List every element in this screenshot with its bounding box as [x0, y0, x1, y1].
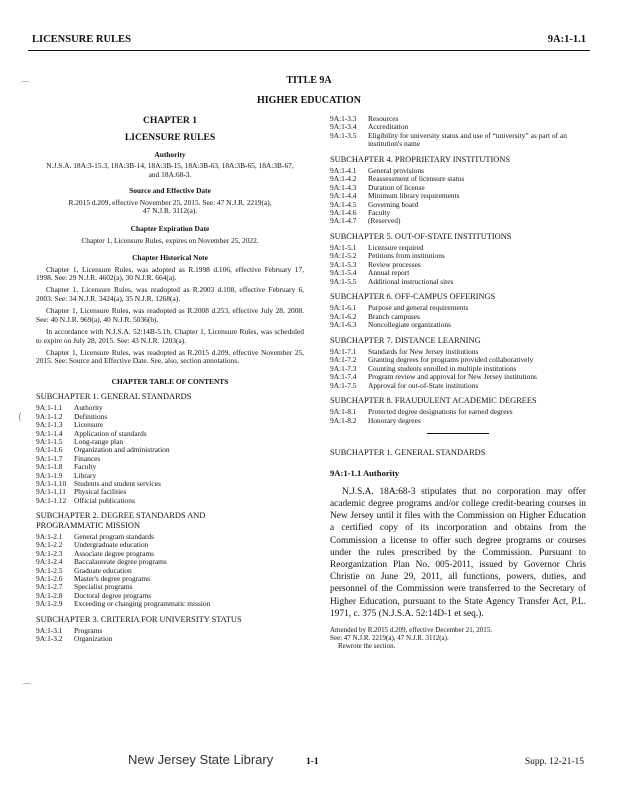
section-number: 9A:1-5.5	[330, 276, 357, 286]
body-subchapter-heading: SUBCHAPTER 1. GENERAL STANDARDS	[330, 448, 486, 458]
section-title: Licensure required	[368, 243, 424, 253]
section-number: 9A:1-5.3	[330, 259, 357, 269]
expiration-text: Chapter 1, Licensure Rules, expires on November 25, 2022.	[81, 235, 259, 245]
section-title: Graduate education	[74, 565, 132, 575]
section-body-text: N.J.S.A. 18A:68-3 stipulates that no corporation may offer academic degree programs and/or college credit-bearing courses in New Jersey until it files with the Commission on Higher Education a certified copy of its incorporation and obtains from the Commission a license to offer such degree programs or courses under the rules prescribed by the Commission. Pursuant to Reorganization Plan No. 005-2011, issued by Governor Chris Christie on June 29, 2011, all functions, powers, duties, and personnel of the Commission were transferred to the Secretary of Higher Education, pursuant to the State Agency Transfer Act, P.L. 1971, c. 375 (N.J.S.A. 52:14D-1 et seq.).	[330, 486, 586, 619]
subchapter-title: SUBCHAPTER 8. FRAUDULENT ACADEMIC DEGREES	[330, 395, 537, 405]
section-number: 9A:1-7.3	[330, 363, 357, 373]
section-title: Protected degree designations for earned degrees	[368, 407, 513, 417]
toc-entry[interactable]	[330, 321, 586, 329]
section-number: 9A:1-1.5	[36, 437, 63, 447]
section-number: 9A:1-7.2	[330, 355, 357, 365]
section-number: 9A:1-2.9	[36, 599, 63, 609]
section-title: Noncollegiate organizations	[368, 320, 451, 330]
section-number: 9A:1-8.1	[330, 407, 357, 417]
section-title: Granting degrees for programs provided collaboratively	[368, 355, 534, 365]
toc-entry[interactable]	[36, 497, 304, 505]
section-number: 9A:1-4.4	[330, 191, 357, 201]
section-title: General provisions	[368, 165, 425, 175]
section-number: 9A:1-3.1	[36, 625, 63, 635]
toc-entry[interactable]	[36, 635, 304, 643]
authority-text: N.J.S.A. 18A:3-15.3, 18A:3B-14, 18A:3B-15, 18A:3B-63, 18A:3B-65, 18A:3B-67, and 18A:68-3.	[46, 161, 294, 179]
running-header	[28, 34, 590, 51]
section-title: Long-range plan	[74, 437, 124, 447]
history-paragraph: Chapter 1, Licensure Rules, was readopted as R.2003 d.108, effective February 6, 2003. See: 34 N.J.R. 3424(a), 35 N.J.R. 1268(a).	[36, 285, 304, 303]
section-number: 9A:1-4.2	[330, 174, 357, 184]
section-title: Minimum library requirements	[368, 191, 460, 201]
section-title: Physical facilities	[74, 487, 127, 497]
section-number: 9A:1-5.1	[330, 243, 357, 253]
subchapter-title: SUBCHAPTER 6. OFF-CAMPUS OFFERINGS	[330, 292, 496, 302]
section-title: Program review and approval for New Jersey institutions	[368, 372, 537, 382]
section-number: 9A:1-2.5	[36, 565, 63, 575]
chapter-title: LICENSURE RULES	[124, 132, 216, 143]
section-title: Reassessment of licensure status	[368, 174, 465, 184]
section-title: Branch campuses	[368, 311, 420, 321]
section-title: Standards for New Jersey institutions	[368, 346, 479, 356]
toc-entry[interactable]	[330, 217, 586, 225]
section-title: Review processes	[368, 259, 421, 269]
margin-mark: ⌒	[20, 82, 30, 93]
section-title: Faculty	[74, 462, 97, 472]
title-subject: HIGHER EDUCATION	[257, 95, 361, 106]
supplement-date: Supp. 12-21-15	[524, 757, 584, 767]
section-title: Finances	[74, 453, 101, 463]
section-title: Programs	[74, 625, 103, 635]
margin-mark: ⌒	[22, 684, 32, 695]
chapter-number: CHAPTER 1	[142, 115, 198, 126]
left-column	[36, 115, 304, 644]
section-title: Definitions	[74, 411, 108, 421]
section-title: Accreditation	[368, 122, 409, 132]
section-number: 9A:1-6.1	[330, 303, 357, 313]
section-number: 9A:1-6.3	[330, 320, 357, 330]
section-number: 9A:1-3.2	[36, 634, 63, 644]
section-number: 9A:1-4.6	[330, 207, 357, 217]
section-title: Governing board	[368, 199, 419, 209]
subchapter-title: SUBCHAPTER 2. DEGREE STANDARDS AND PROGRAMMATIC MISSION	[36, 511, 206, 530]
toc-heading: CHAPTER TABLE OF CONTENTS	[111, 376, 229, 386]
section-title: Additional instructional sites	[368, 276, 454, 286]
history-paragraph: Chapter 1, Licensure Rules, was readopted as R.2015 d.209, effective November 25, 2015. See: Source and Effective Date. See, also, section annotations.	[36, 347, 304, 366]
expiration-heading: Chapter Expiration Date	[130, 224, 210, 234]
section-number: 9A:1-4.7	[330, 216, 357, 226]
section-number: 9A:1-1.12	[36, 495, 67, 505]
section-title: Resources	[368, 114, 399, 123]
section-number: 9A:1-3.3	[330, 114, 357, 123]
section-title: Specialist programs	[74, 582, 133, 592]
section-title: Duration of license	[368, 182, 425, 192]
section-number: 9A:1-2.6	[36, 573, 63, 583]
section-number: 9A:1-7.5	[330, 380, 357, 390]
section-heading: 9A:1-1.1 Authority	[330, 468, 400, 479]
section-title: Official publications	[74, 495, 135, 505]
section-number: 9A:1-1.10	[36, 479, 67, 489]
library-stamp: New Jersey State Library	[128, 752, 274, 767]
right-column	[330, 115, 586, 650]
toc-entry[interactable]	[36, 600, 304, 608]
section-title: Petitions from institutions	[368, 251, 445, 261]
subchapter-title: SUBCHAPTER 4. PROPRIETARY INSTITUTIONS	[330, 154, 511, 164]
header-left: LICENSURE RULES	[32, 34, 131, 45]
section-title: Honorary degrees	[368, 415, 421, 425]
section-title: Undergraduate education	[74, 540, 149, 550]
section-number: 9A:1-2.1	[36, 531, 63, 541]
section-number: 9A:1-1.1	[36, 403, 63, 413]
section-number: 9A:1-7.1	[330, 346, 357, 356]
section-number: 9A:1-1.6	[36, 445, 63, 455]
section-number: 9A:1-1.9	[36, 470, 63, 480]
section-number: 9A:1-3.5	[330, 130, 357, 140]
title-line: TITLE 9A	[286, 75, 332, 86]
section-number: 9A:1-5.2	[330, 251, 357, 261]
section-title: Exceeding or changing programmatic mission	[74, 599, 211, 609]
section-title: Counting students enrolled in multiple institutions	[368, 363, 517, 373]
section-number: 9A:1-1.2	[36, 411, 63, 421]
section-title: General program standards	[74, 531, 155, 541]
section-title: Library	[74, 470, 97, 480]
section-title: Approval for out-of-State institutions	[368, 380, 479, 390]
section-title: Annual report	[368, 268, 410, 278]
section-title: Baccalaureate degree programs	[74, 557, 167, 567]
margin-mark: (	[18, 412, 22, 423]
section-title: Students and student services	[74, 479, 161, 489]
section-title: Organization and administration	[74, 445, 170, 455]
section-number: 9A:1-1.11	[36, 487, 66, 497]
section-title: Organization	[74, 634, 113, 644]
section-number: 9A:1-2.3	[36, 548, 63, 558]
subchapter-title: SUBCHAPTER 1. GENERAL STANDARDS	[36, 392, 192, 402]
section-number: 9A:1-4.3	[330, 182, 357, 192]
subchapter-title: SUBCHAPTER 3. CRITERIA FOR UNIVERSITY STATUS	[36, 614, 242, 624]
history-paragraph: Chapter 1, Licensure Rules, was adopted as R.1998 d.106, effective February 17, 1998. See: 29 N.J.R. 4602(a), 30 N.J.R. 664(a).	[36, 264, 304, 283]
history-heading: Chapter Historical Note	[132, 253, 208, 263]
section-number: 9A:1-5.4	[330, 268, 357, 278]
section-number: 9A:1-1.7	[36, 453, 63, 463]
toc-entry[interactable]	[330, 278, 586, 286]
toc-entry[interactable]	[330, 417, 586, 425]
section-title: Application of standards	[74, 428, 147, 438]
section-number: 9A:1-1.3	[36, 420, 63, 430]
toc-entry[interactable]	[330, 132, 586, 149]
section-number: 9A:1-6.2	[330, 311, 357, 321]
subchapter-title: SUBCHAPTER 5. OUT-OF-STATE INSTITUTIONS	[330, 231, 512, 241]
section-title: Faculty	[368, 207, 391, 217]
section-number: 9A:1-2.2	[36, 540, 63, 550]
section-divider	[427, 433, 489, 434]
amendment-note: Amended by R.2015 d.209, effective December 21, 2015.	[330, 625, 492, 634]
section-title: Eligibility for university status and use of “university” as part of an institution's name	[368, 130, 567, 149]
history-paragraph: Chapter 1, Licensure Rules, was readopted as R.2008 d.253, effective July 28, 2008. See: 40 N.J.R. 969(a), 40 N.J.R. 5036(b).	[36, 306, 304, 324]
history-paragraph: In accordance with N.J.S.A. 52:14B-5.1b, Chapter 1, Licensure Rules, was scheduled to expire on July 28, 2015. See: 43 N.J.R. 1203(a).	[36, 327, 304, 345]
section-title: (Reserved)	[368, 216, 401, 226]
section-number: 9A:1-8.2	[330, 415, 357, 425]
section-number: 9A:1-2.4	[36, 557, 63, 567]
section-title: Master's degree programs	[74, 573, 151, 583]
section-number: 9A:1-2.8	[36, 590, 63, 600]
source-text: R.2015 d.209, effective November 25, 2015. See: 47 N.J.R. 2219(a), 47 N.J.R. 3112(a).	[68, 197, 272, 216]
section-number: 9A:1-4.1	[330, 165, 357, 175]
section-title: Licensure	[74, 420, 104, 430]
amendment-remark: Rewrote the section.	[338, 641, 396, 650]
amendment-citation: See: 47 N.J.R. 2219(a), 47 N.J.R. 3112(a).	[330, 633, 449, 642]
section-number: 9A:1-3.4	[330, 122, 357, 132]
section-number: 9A:1-7.4	[330, 372, 357, 382]
section-title: Purpose and general requirements	[368, 303, 469, 313]
section-number: 9A:1-1.8	[36, 462, 63, 472]
subchapter-title: SUBCHAPTER 7. DISTANCE LEARNING	[330, 335, 481, 345]
section-title: Associate degree programs	[74, 548, 155, 558]
toc-entry[interactable]	[330, 382, 586, 390]
source-heading: Source and Effective Date	[129, 186, 211, 196]
section-number: 9A:1-1.4	[36, 428, 63, 438]
header-right: 9A:1-1.1	[547, 34, 586, 45]
authority-heading: Authority	[154, 150, 186, 159]
page-number: 1-1	[306, 757, 319, 767]
section-number: 9A:1-4.5	[330, 199, 357, 209]
section-title: Authority	[74, 403, 103, 413]
section-title: Doctoral degree programs	[74, 590, 152, 600]
section-number: 9A:1-2.7	[36, 582, 63, 592]
